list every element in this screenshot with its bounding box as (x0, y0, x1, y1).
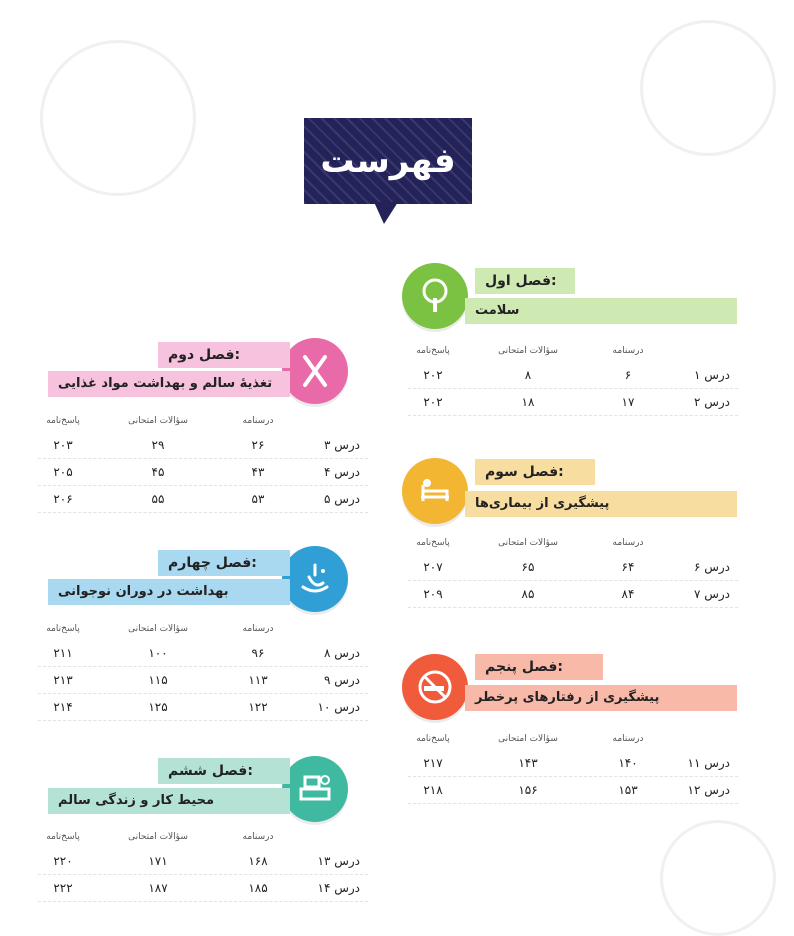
column-header-answers: پاسخ‌نامه (46, 416, 80, 426)
questions-page: ۱۸۷ (148, 881, 168, 895)
lesson-label: درس ۱۳ (317, 854, 360, 868)
title-speech-tail (374, 202, 398, 224)
lesson-page: ۴۳ (251, 465, 265, 479)
questions-page: ۲۹ (151, 438, 165, 452)
lesson-page: ۵۳ (251, 492, 265, 506)
answers-page: ۲۰۶ (53, 492, 73, 506)
answers-page: ۲۱۷ (423, 756, 443, 770)
background-doodle (40, 40, 196, 196)
column-header-questions: سؤالات امتحانی (128, 832, 188, 842)
column-header-questions: سؤالات امتحانی (498, 346, 558, 356)
chapter-5-lessons (408, 728, 738, 804)
column-header-questions: سؤالات امتحانی (128, 416, 188, 426)
lesson-label: درس ۳ (323, 438, 360, 452)
column-header-page: درسنامه (612, 734, 644, 744)
no-smoking-icon (402, 654, 468, 720)
answers-page: ۲۰۹ (423, 587, 443, 601)
chapter-1-name: فصل اول: (475, 268, 575, 294)
questions-page: ۱۲۵ (148, 700, 168, 714)
questions-page: ۴۵ (151, 465, 165, 479)
tree-icon (402, 263, 468, 329)
column-header-page: درسنامه (242, 624, 274, 634)
chapter-2-name: فصل دوم: (158, 342, 290, 368)
chapter-6-name: فصل ششم: (158, 758, 290, 784)
column-header-page: درسنامه (612, 346, 644, 356)
table-row (38, 848, 368, 875)
answers-page: ۲۲۰ (53, 854, 73, 868)
table-row (38, 667, 368, 694)
answers-page: ۲۰۲ (423, 368, 443, 382)
column-header-questions: سؤالات امتحانی (498, 734, 558, 744)
lesson-page: ۶۴ (621, 560, 635, 574)
background-doodle (640, 20, 776, 156)
lesson-page: ۱۸۵ (248, 881, 268, 895)
questions-page: ۱۷۱ (148, 854, 168, 868)
column-header-questions: سؤالات امتحانی (128, 624, 188, 634)
answers-page: ۲۱۳ (53, 673, 73, 687)
lesson-label: درس ۹ (323, 673, 360, 687)
column-header-page: درسنامه (242, 832, 274, 842)
lesson-page: ۲۶ (251, 438, 265, 452)
lesson-label: درس ۸ (323, 646, 360, 660)
lesson-page: ۱۵۳ (618, 783, 638, 797)
column-header-answers: پاسخ‌نامه (416, 538, 450, 548)
table-row (408, 750, 738, 777)
column-header-answers: پاسخ‌نامه (416, 734, 450, 744)
lesson-page: ۱۶۸ (248, 854, 268, 868)
table-row (408, 581, 738, 608)
table-row (408, 777, 738, 804)
lesson-label: درس ۱۱ (687, 756, 730, 770)
questions-page: ۱۸ (521, 395, 535, 409)
chapter-5-title: پیشگیری از رفتارهای پرخطر (465, 685, 737, 711)
lesson-page: ۹۶ (251, 646, 265, 660)
questions-page: ۱۰۰ (148, 646, 168, 660)
column-header-page: درسنامه (612, 538, 644, 548)
answers-page: ۲۰۳ (53, 438, 73, 452)
chapter-5-name: فصل پنجم: (475, 654, 603, 680)
questions-page: ۱۱۵ (148, 673, 168, 687)
lesson-label: درس ۶ (693, 560, 730, 574)
lesson-label: درس ۴ (323, 465, 360, 479)
chapter-4-lessons (38, 618, 368, 721)
lesson-page: ۸۴ (621, 587, 635, 601)
answers-page: ۲۱۱ (53, 646, 73, 660)
table-row (408, 362, 738, 389)
lesson-label: درس ۱۴ (317, 881, 360, 895)
lesson-page: ۱۱۳ (248, 673, 268, 687)
answers-page: ۲۱۴ (53, 700, 73, 714)
background-doodle (660, 820, 776, 936)
fork-knife-icon (282, 338, 348, 404)
page-title: فهرست (304, 118, 472, 204)
table-row (408, 389, 738, 416)
table-row (38, 640, 368, 667)
table-row (408, 554, 738, 581)
table-row (38, 486, 368, 513)
chapter-3-lessons (408, 532, 738, 608)
chapter-3-name: فصل سوم: (475, 459, 595, 485)
answers-page: ۲۲۲ (53, 881, 73, 895)
chapter-3-title: پیشگیری از بیماری‌ها (465, 491, 737, 517)
lesson-page: ۱۷ (621, 395, 635, 409)
lesson-page: ۶ (624, 368, 632, 382)
hospital-bed-icon (402, 458, 468, 524)
chapter-4-name: فصل چهارم: (158, 550, 290, 576)
table-row (38, 694, 368, 721)
column-header-answers: پاسخ‌نامه (46, 624, 80, 634)
table-row (38, 432, 368, 459)
chapter-4-title: بهداشت در دوران نوجوانی (48, 579, 290, 605)
answers-page: ۲۰۵ (53, 465, 73, 479)
chapter-2-title: تغذیهٔ سالم و بهداشت مواد غذایی (48, 371, 290, 397)
lesson-label: درس ۱ (693, 368, 730, 382)
chapter-1-lessons (408, 340, 738, 416)
questions-page: ۵۵ (151, 492, 165, 506)
chapter-1-title: سلامت (465, 298, 737, 324)
chapter-6-lessons (38, 826, 368, 902)
lesson-label: درس ۲ (693, 395, 730, 409)
questions-page: ۸ (524, 368, 532, 382)
office-desk-icon (282, 756, 348, 822)
lesson-label: درس ۱۰ (317, 700, 360, 714)
table-row (38, 459, 368, 486)
questions-page: ۱۵۶ (518, 783, 538, 797)
lesson-label: درس ۱۲ (687, 783, 730, 797)
lesson-page: ۱۲۲ (248, 700, 268, 714)
table-row (38, 875, 368, 902)
column-header-page: درسنامه (242, 416, 274, 426)
lesson-label: درس ۵ (323, 492, 360, 506)
answers-page: ۲۰۲ (423, 395, 443, 409)
answers-page: ۲۱۸ (423, 783, 443, 797)
chapter-6-title: محیط کار و زندگی سالم (48, 788, 290, 814)
answers-page: ۲۰۷ (423, 560, 443, 574)
column-header-answers: پاسخ‌نامه (46, 832, 80, 842)
questions-page: ۶۵ (521, 560, 535, 574)
column-header-questions: سؤالات امتحانی (498, 538, 558, 548)
lesson-page: ۱۴۰ (618, 756, 638, 770)
chapter-2-lessons (38, 410, 368, 513)
hand-washing-icon (282, 546, 348, 612)
questions-page: ۸۵ (521, 587, 535, 601)
lesson-label: درس ۷ (693, 587, 730, 601)
questions-page: ۱۴۳ (518, 756, 538, 770)
column-header-answers: پاسخ‌نامه (416, 346, 450, 356)
